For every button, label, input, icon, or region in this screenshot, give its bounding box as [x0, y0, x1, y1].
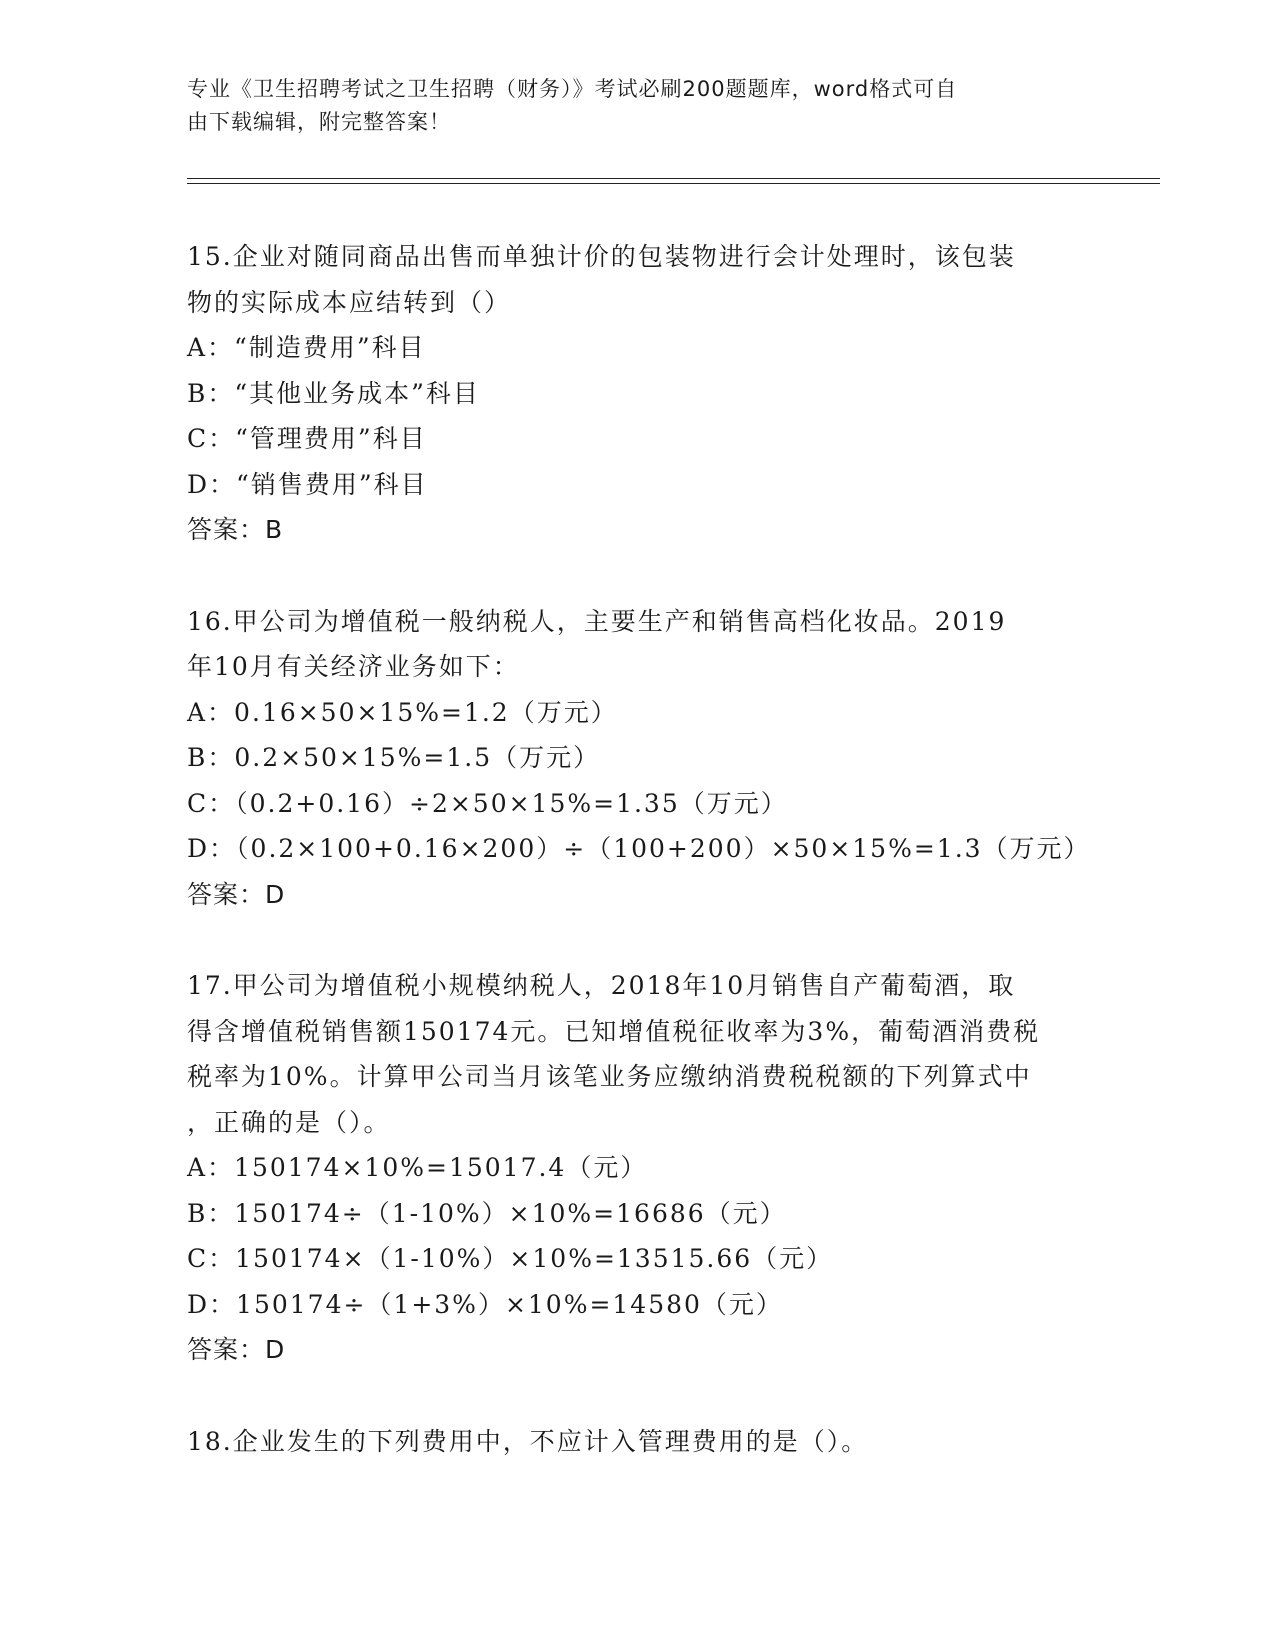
question-text-line: 税率为10%。计算甲公司当月该笔业务应缴纳消费税税额的下列算式中: [187, 1062, 1032, 1091]
option-a: A：0.16×50×15%=1.2（万元）: [187, 697, 618, 727]
question-text-line: 年10月有关经济业务如下：: [187, 652, 520, 681]
question-text-line: 得含增值税销售额150174元。已知增值税征收率为3%，葡萄酒消费税: [187, 1016, 1041, 1046]
option-d: D：150174÷（1+3%）×10%=14580（元）: [187, 1289, 783, 1319]
question-18: [187, 1419, 1087, 1465]
header-divider-top: [187, 178, 1160, 179]
question-spacer: [187, 553, 1087, 599]
answer-line: 答案：B: [187, 515, 284, 544]
option-a: A：“制造费用”科目: [187, 333, 426, 362]
option-a: A：150174×10%=15017.4（元）: [187, 1153, 648, 1182]
option-d: D：“销售费用”科目: [187, 469, 428, 499]
option-c: C：（0.2+0.16）÷2×50×15%=1.35（万元）: [187, 788, 788, 818]
document-header: [187, 73, 1067, 139]
option-b: B：“其他业务成本”科目: [187, 378, 480, 408]
option-b: B：0.2×50×15%=1.5（万元）: [187, 743, 601, 772]
header-line-2: 由下载编辑，附完整答案！: [187, 110, 451, 134]
header-divider-bottom: [187, 183, 1160, 184]
option-d: D：（0.2×100+0.16×200）÷（100+200）×50×15%=1.3（万元）: [187, 834, 1091, 863]
question-spacer: [187, 917, 1087, 963]
question-text-line: 15.企业对随同商品出售而单独计价的包装物进行会计处理时，该包装: [187, 242, 1016, 271]
question-text-line: 16.甲公司为增值税一般纳税人，主要生产和销售高档化妆品。2019: [187, 606, 1007, 636]
question-17: [187, 963, 1087, 1373]
option-c: C：“管理费用”科目: [187, 424, 427, 453]
question-text-line: ，正确的是（）。: [187, 1107, 391, 1137]
question-text-line: 18.企业发生的下列费用中，不应计入管理费用的是（）。: [187, 1426, 869, 1456]
option-c: C：150174×（1-10%）×10%=13515.66（元）: [187, 1244, 834, 1273]
question-text-line: 17.甲公司为增值税小规模纳税人，2018年10月销售自产葡萄酒，取: [187, 971, 1016, 1000]
header-line-1: 专业《卫生招聘考试之卫生招聘（财务）》考试必刷200题题库，word格式可自: [187, 77, 958, 101]
question-list: [187, 234, 1091, 1464]
answer-line: 答案：D: [187, 1335, 286, 1364]
question-15: [187, 234, 1087, 553]
question-text-line: 物的实际成本应结转到（）: [187, 287, 512, 317]
question-spacer: [187, 1373, 1087, 1419]
option-b: B：150174÷（1-10%）×10%=16686（元）: [187, 1198, 787, 1228]
answer-line: 答案：D: [187, 879, 286, 909]
question-16: [187, 599, 1091, 918]
